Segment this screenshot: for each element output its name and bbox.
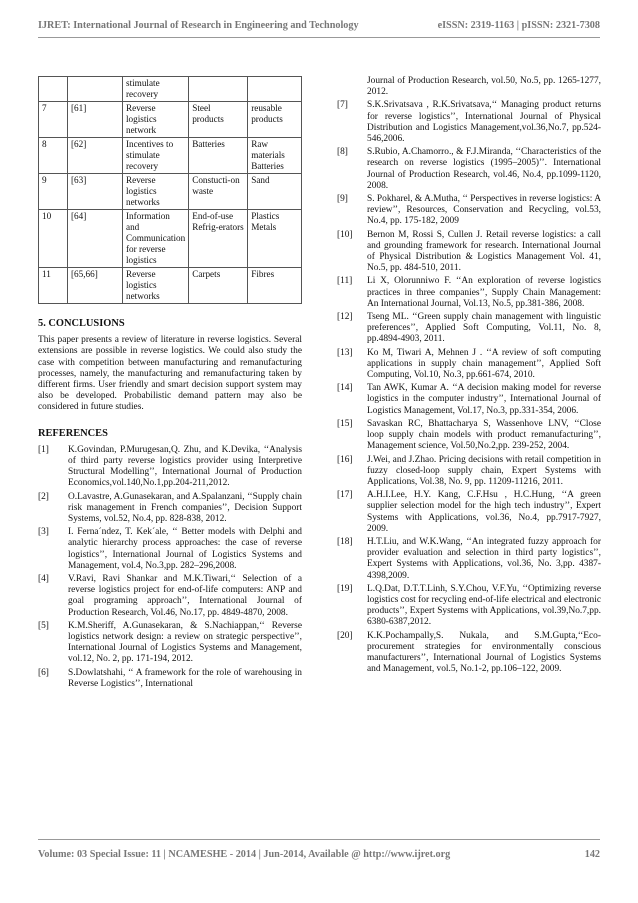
cell-product: Carpets bbox=[189, 268, 248, 304]
reference-number: [15] bbox=[337, 418, 353, 429]
cell-category: Information and Communication for reverse logistics bbox=[123, 210, 189, 268]
reference-item bbox=[337, 276, 601, 310]
reference-item bbox=[337, 100, 601, 145]
cell-product: Constucti-on waste bbox=[189, 174, 248, 210]
reference-text: H.T.Liu, and W.K.Wang, ‘‘An integrated fuzzy approach for provider evaluation and selection in third party logistics’’, Expert Systems with Applications, vol.36, No. 3,pp. 4387-4398,2009. bbox=[367, 536, 601, 581]
reference-item bbox=[337, 584, 601, 629]
reference-number: [1] bbox=[38, 444, 49, 455]
reference-item bbox=[337, 455, 601, 489]
reference-text: S. Pokharel, & A.Mutha, ‘‘ Perspectives in reverse logistics: A review’’, Resources, Conservation and Recycling, vol.53, No.4, pp. 175-182, 2009 bbox=[367, 194, 601, 227]
table-row bbox=[39, 210, 302, 268]
cell-ref: [63] bbox=[68, 174, 123, 210]
cell-material: reusable products bbox=[248, 102, 302, 138]
cell-no: 7 bbox=[39, 102, 68, 138]
reference-number: [2] bbox=[38, 491, 49, 502]
reference-item bbox=[38, 492, 302, 526]
reference-text: Savaskan RC, Bhattacharya S, Wassenhove LNV, ‘‘Close loop supply chain models with product remanufacturing’’, Management science, Vol.50,No.2,pp. 239-252, 2004. bbox=[367, 418, 601, 452]
reference-text: I. Ferna´ndez, T. Kek´ale, ‘‘ Better models with Delphi and analytic hierarchy process approaches: the case of reverse logistics’’, International Journal of Logistics Systems and Management, vol.4, No.3,pp. 282–296,2008. bbox=[68, 527, 302, 571]
reference-item bbox=[337, 383, 601, 417]
cell-category: Incentives to stimulate recovery bbox=[123, 138, 189, 174]
reference-text: Bernon M, Rossi S, Cullen J. Retail reverse logistics: a call and grounding framework for research. International Journal of Physical Distribution & Logistics Management Vol. 41, No.5, pp. 484-510, 2011. bbox=[367, 229, 601, 274]
cell-material bbox=[248, 77, 302, 102]
cell-no: 8 bbox=[39, 138, 68, 174]
cell-ref: [65,66] bbox=[68, 268, 123, 304]
reference-number: [3] bbox=[38, 527, 49, 538]
reference-number: [8] bbox=[337, 147, 348, 158]
table-row bbox=[39, 77, 302, 102]
reference-item bbox=[38, 621, 302, 666]
footer-rule bbox=[38, 839, 600, 840]
cell-material: Raw materials Batteries bbox=[248, 138, 302, 174]
reference-item bbox=[337, 312, 601, 346]
cell-product: Steel products bbox=[189, 102, 248, 138]
cell-product: Batteries bbox=[189, 138, 248, 174]
cell-no bbox=[39, 77, 68, 102]
reference-number: [10] bbox=[337, 229, 353, 240]
issn: eISSN: 2319-1163 | pISSN: 2321-7308 bbox=[437, 20, 600, 31]
conclusions-heading: 5. CONCLUSIONS bbox=[38, 318, 125, 329]
reference-text: S.Rubio, A.Chamorro., & F.J.Miranda, ‘‘Characteristics of the research on reverse logistics (1995–2005)’’. International Journal of Production Research, vol.46, No.4, pp.1099-1120, 2008. bbox=[367, 147, 601, 191]
cell-category: stimulate recovery bbox=[123, 77, 189, 102]
cell-category: Reverse logistics networks bbox=[123, 174, 189, 210]
references-heading: REFERENCES bbox=[38, 427, 108, 439]
cell-ref: [64] bbox=[68, 210, 123, 268]
reference-item bbox=[337, 230, 601, 275]
reference-item bbox=[337, 76, 601, 98]
reference-text: Journal of Production Research, vol.50, No.5, pp. 1265-1277, 2012. bbox=[367, 76, 601, 98]
reference-number: [17] bbox=[337, 490, 353, 501]
reference-number: [14] bbox=[337, 383, 353, 394]
table-row bbox=[39, 268, 302, 304]
reference-text: V.Ravi, Ravi Shankar and M.K.Tiwari,‘‘ Selection of a reverse logistics project for end-of-life computers: ANP and goal programing approach’’, International Journal of Production Research, Vol.46, No.17, pp. 4849-4870, 2008. bbox=[68, 574, 302, 618]
reference-item bbox=[337, 419, 601, 453]
right-column bbox=[337, 76, 601, 677]
references-left bbox=[38, 445, 302, 690]
cell-material: Fibres bbox=[248, 268, 302, 304]
reference-item bbox=[38, 574, 302, 619]
reference-item bbox=[38, 445, 302, 490]
table-row bbox=[39, 174, 302, 210]
reference-text: K.K.Pochampally,S. Nukala, and S.M.Gupta,‘‘Eco-procurement strategies for environmentally conscious manufacturers’’, International Journal of Logistics Systems and Management, vol.5, No.1-2, pp.106–122, 2009. bbox=[367, 630, 601, 675]
reference-item bbox=[337, 147, 601, 192]
reference-item bbox=[38, 527, 302, 572]
reference-item bbox=[38, 668, 302, 690]
reference-text: Tseng ML. ‘‘Green supply chain management with linguistic preferences’’, Applied Soft Computing, Vol.11, No. 8, pp.4894-4903, 2011. bbox=[367, 312, 601, 345]
reference-text: Li X, Olorunniwo F. ‘‘An exploration of reverse logistics practices in three companies’’, Supply Chain Management: An International Journal, Vol.13, No.5, pp.381-386, 2008. bbox=[367, 276, 601, 309]
reference-number bbox=[337, 76, 367, 98]
reference-number: [4] bbox=[38, 574, 49, 585]
table-row bbox=[39, 102, 302, 138]
header-rule bbox=[38, 37, 600, 38]
cell-ref: [62] bbox=[68, 138, 123, 174]
reference-number: [7] bbox=[337, 100, 348, 111]
reference-number: [5] bbox=[38, 620, 49, 631]
reference-text: A.H.I.Lee, H.Y. Kang, C.F.Hsu , H.C.Hung, ‘‘A green supplier selection model for the high tech industry’’, Expert Systems with Applications, vol.36, No.4, pp.7917-7927, 2009. bbox=[367, 490, 601, 534]
page-number: 142 bbox=[584, 849, 600, 860]
reference-number: [9] bbox=[337, 194, 348, 205]
cell-material: Plastics Metals bbox=[248, 210, 302, 268]
reference-number: [19] bbox=[337, 583, 353, 594]
journal-title: IJRET: International Journal of Research in Engineering and Technology bbox=[38, 20, 359, 31]
reference-text: S.Dowlatshahi, ‘‘ A framework for the role of warehousing in Reverse Logistics’’, International bbox=[68, 667, 302, 689]
cell-no: 11 bbox=[39, 268, 68, 304]
reference-item bbox=[337, 194, 601, 228]
page-footer bbox=[38, 849, 600, 860]
reference-text: Tan AWK, Kumar A. ‘‘A decision making model for reverse logistics in the computer industry’’, International Journal of Logistics Management, Vol.17, No.3, pp.331-354, 2006. bbox=[367, 383, 601, 416]
continued-table bbox=[38, 76, 302, 304]
reference-text: S.K.Srivatsava , R.K.Srivatsava,‘‘ Managing product returns for reverse logistics’’, International Journal of Physical Distribution and Logistics Management,vol.36,No.7, pp.524-546,2006. bbox=[367, 100, 601, 145]
references-right bbox=[337, 76, 601, 675]
reference-text: J.Wei, and J.Zhao. Pricing decisions with retail competition in fuzzy closed-loop supply chain, Expert Systems with Applications, Vol.38, No. 9, pp. 11209-11216, 2011. bbox=[367, 454, 601, 487]
reference-item bbox=[337, 537, 601, 582]
reference-text: K.Govindan, P.Murugesan,Q. Zhu, and K.Devika, ‘‘Analysis of third party reverse logistics provider using Interpretive Structural Modelling’’, International Journal of Production Economics,vol.140,No.1,pp.204-211,2012. bbox=[68, 444, 302, 489]
reference-number: [20] bbox=[337, 630, 353, 641]
cell-category: Reverse logistics networks bbox=[123, 268, 189, 304]
reference-number: [13] bbox=[337, 347, 353, 358]
cell-no: 9 bbox=[39, 174, 68, 210]
cell-product bbox=[189, 77, 248, 102]
cell-material: Sand bbox=[248, 174, 302, 210]
page-header bbox=[38, 20, 600, 31]
reference-item bbox=[337, 631, 601, 676]
cell-category: Reverse logistics network bbox=[123, 102, 189, 138]
reference-number: [12] bbox=[337, 312, 353, 323]
reference-number: [11] bbox=[337, 276, 353, 287]
reference-text: L.Q.Dat, D.T.T.Linh, S.Y.Chou, V.F.Yu, ‘‘Optimizing reverse logistics cost for recycling end-of-life electrical and electronic products’’, Expert Systems with Applications, vol.39,No.7,pp. 6380-6387,2012. bbox=[367, 583, 601, 628]
conclusions-text: This paper presents a review of literature in reverse logistics. Several extensions are possible in reverse logistics. We could also study the case with competition between manufacturing and remanufacturing processes, namely, the manufacturing and remanufacturing taken by different firms. User friendly and smart decision support system may also be developed. Probabilistic demand pattern may also be considered in future studies. bbox=[38, 335, 302, 413]
reference-item bbox=[337, 490, 601, 535]
reference-text: K.M.Sheriff, A.Gunasekaran, & S.Nachiappan,‘‘ Reverse logistics network design: a review on strategic perspective’’, International Journal of Logistics Systems and Management, vol.12, No. 2, pp. 171-194, 2012. bbox=[68, 620, 302, 665]
cell-product: End-of-use Refrig-erators bbox=[189, 210, 248, 268]
left-column bbox=[38, 76, 302, 692]
cell-ref: [61] bbox=[68, 102, 123, 138]
reference-number: [16] bbox=[337, 454, 353, 465]
reference-text: O.Lavastre, A.Gunasekaran, and A.Spalanzani, ‘‘Supply chain risk management in French companies’’, Decision Support Systems, vol.52, No.4, pp. 828-838, 2012. bbox=[68, 491, 302, 525]
reference-number: [18] bbox=[337, 536, 353, 547]
table-row bbox=[39, 138, 302, 174]
reference-number: [6] bbox=[38, 667, 49, 678]
footer-volume: Volume: 03 Special Issue: 11 | NCAMESHE - 2014 | Jun-2014, Available @ http://www.ijret.org bbox=[38, 849, 451, 860]
reference-item bbox=[337, 348, 601, 382]
cell-no: 10 bbox=[39, 210, 68, 268]
reference-text: Ko M, Tiwari A, Mehnen J . ‘‘A review of soft computing applications in supply chain management’’, Applied Soft Computing, Vol.10, No.3, pp.661-674, 2010. bbox=[367, 347, 601, 381]
cell-ref bbox=[68, 77, 123, 102]
